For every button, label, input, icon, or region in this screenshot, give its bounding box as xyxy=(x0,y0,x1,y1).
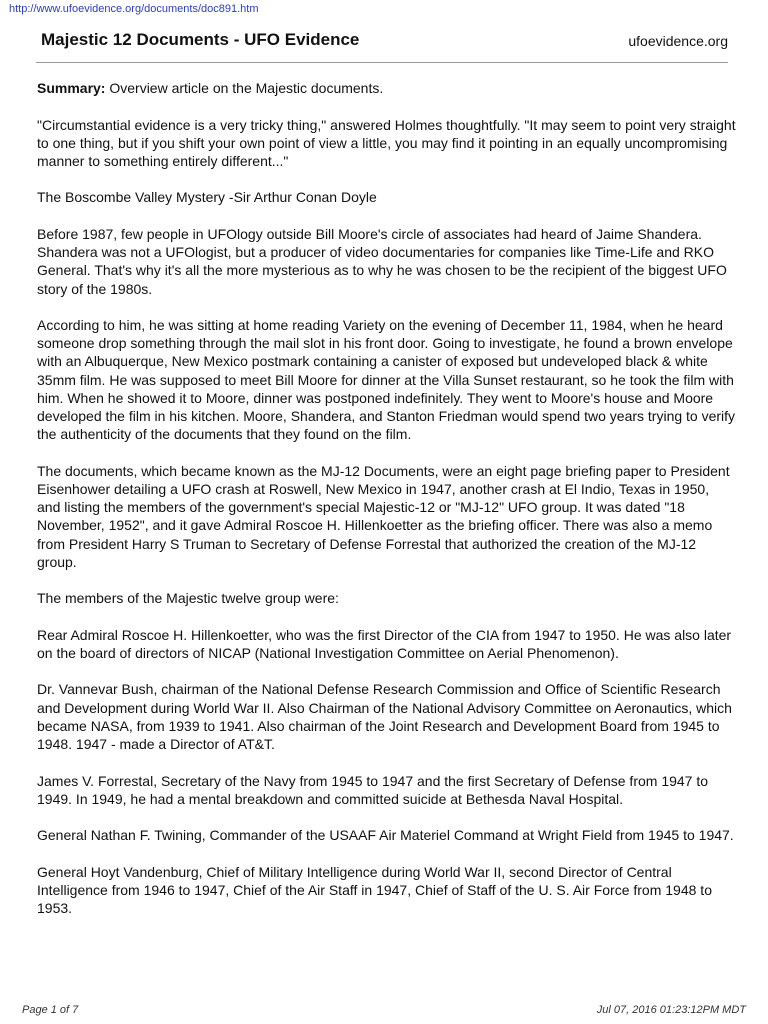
member-paragraph: General Nathan F. Twining, Commander of the USAAF Air Materiel Command at Wright Field from 1945 to 1947. xyxy=(37,827,734,844)
summary xyxy=(37,79,736,97)
member-paragraph: Rear Admiral Roscoe H. Hillenkoetter, who was the first Director of the CIA from 1947 to 1950. He was also later on the board of directors of NICAP (National Investigation Committee on Aerial Phenomenon). xyxy=(37,626,732,661)
member-paragraph: Dr. Vannevar Bush, chairman of the National Defense Research Commission and Office of Scientific Research and Development during World War II. Also Chairman of the National Advisory Committee on Aeronautics, which became NASA, from 1939 to 1941. Also chairman of the Joint Research and Development Board from 1945 to 1948. 1947 - made a Director of AT&T. xyxy=(37,681,732,753)
member-paragraph: General Hoyt Vandenburg, Chief of Military Intelligence during World War II, second Director of Central Intelligence from 1946 to 1947, Chief of the Air Staff in 1947, Chief of Staff of the U. S. Air Force from 1948 to 1953. xyxy=(37,863,712,917)
quote-attribution: The Boscombe Valley Mystery -Sir Arthur Conan Doyle xyxy=(37,189,377,206)
article-paragraph: According to him, he was sitting at home reading Variety on the evening of December 11, 1984, when he heard someone drop something through the mail slot in his front door. Going to investigate, he found a brown envelope with an Albuquerque, New Mexico postmark containing a canister of exposed but undeveloped black & white 35mm film. He was supposed to meet Bill Moore for dinner at the Villa Sunset restaurant, so he took the film with him. When he showed it to Moore, dinner was postponed indefinitely. They went to Moore's house and Moore developed the film in his kitchen. Moore, Shandera, and Stanton Friedman would spend two years trying to verify the authenticity of the documents that they found on the film. xyxy=(37,317,736,443)
site-name: ufoevidence.org xyxy=(628,33,728,49)
page-header xyxy=(36,30,728,63)
article-paragraph: The members of the Majestic twelve group were: xyxy=(37,590,339,607)
summary-text: Overview article on the Majestic documents. xyxy=(105,80,384,96)
article-paragraph: The documents, which became known as the MJ-12 Documents, were an eight page briefing paper to President Eisenhower detailing a UFO crash at Roswell, New Mexico in 1947, another crash at El Indio, Texas in 1950, and listing the members of the government's special Majestic-12 or "MJ-12" UFO group. It was dated "18 November, 1952", and it gave Admiral Roscoe H. Hillenkoetter as the briefing officer. There was also a memo from President Harry S Truman to Secretary of Defense Forrestal that authorized the creation of the MJ-12 group. xyxy=(37,462,730,570)
article-paragraph: Before 1987, few people in UFOlogy outside Bill Moore's circle of associates had heard of Jaime Shandera. Shandera was not a UFOlogist, but a producer of video documentaries for companies like Time-Life and RKO General. That's why it's all the more mysterious as to why he was chosen to be the recipient of the biggest UFO story of the 1980s. xyxy=(37,225,727,297)
page-number: Page 1 of 7 xyxy=(22,1004,79,1016)
page-title: Majestic 12 Documents - UFO Evidence xyxy=(41,30,360,49)
article-body xyxy=(37,79,736,936)
print-timestamp: Jul 07, 2016 01:23:12PM MDT xyxy=(596,1004,746,1016)
member-paragraph: James V. Forrestal, Secretary of the Navy from 1945 to 1947 and the first Secretary of Defense from 1947 to 1949. In 1949, he had a mental breakdown and committed suicide at Bethesda Naval Hospital. xyxy=(37,772,709,807)
quote-paragraph: "Circumstantial evidence is a very tricky thing," answered Holmes thoughtfully. "It may seem to point very straight to one thing, but if you shift your own point of view a little, you may find it pointing in an equally uncompromising manner to something entirely different..." xyxy=(37,116,736,169)
page-url[interactable]: http://www.ufoevidence.org/documents/doc891.htm xyxy=(9,3,259,15)
summary-label: Summary: xyxy=(37,80,106,96)
